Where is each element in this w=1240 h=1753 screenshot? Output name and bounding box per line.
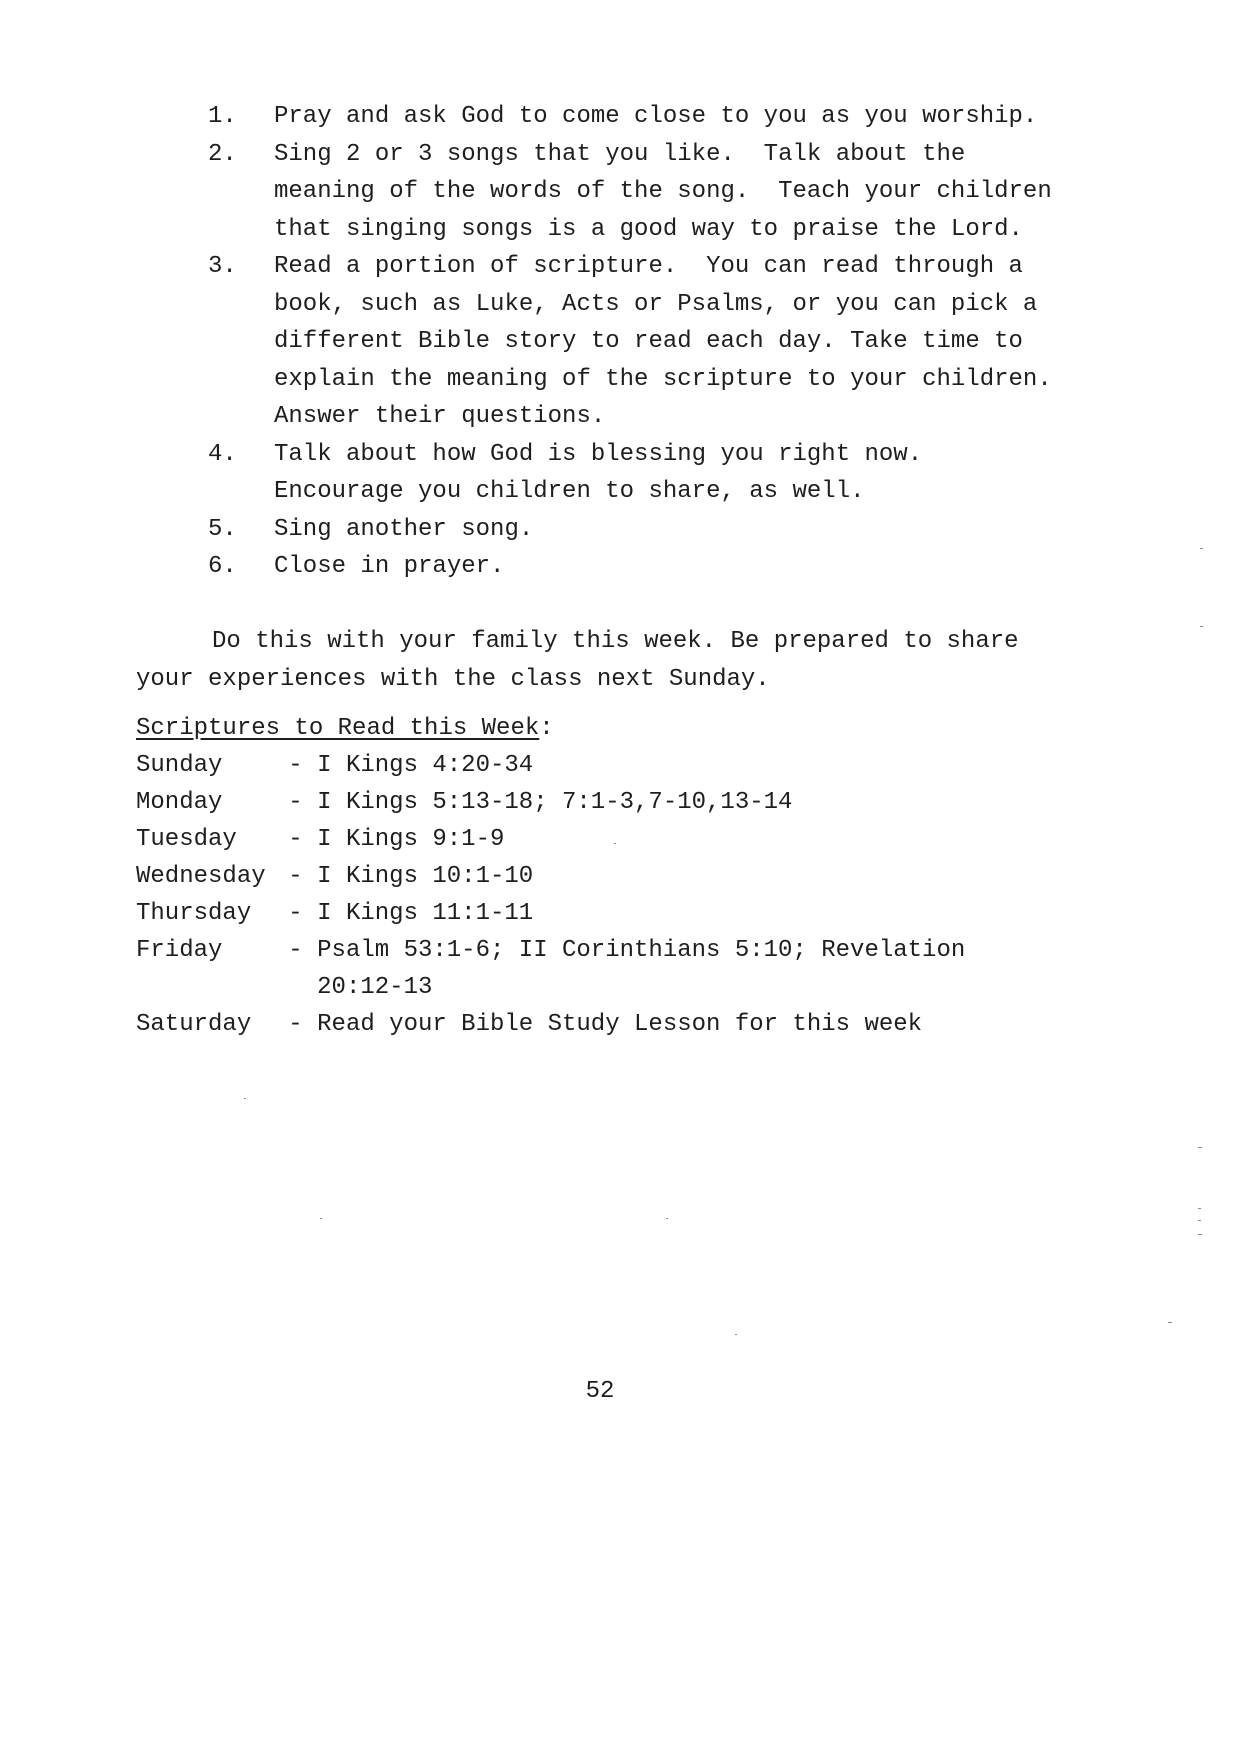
reference-cell: I Kings 10:1-10	[317, 863, 534, 890]
scan-speck	[244, 1098, 246, 1099]
table-row	[136, 1006, 1096, 1043]
list-item	[208, 136, 1067, 249]
scan-speck	[1200, 626, 1203, 627]
dash-cell: -	[288, 1011, 303, 1038]
list-item-text: Read a portion of scripture. You can read through a book, such as Luke, Acts or Psalms, or you can pick a different Bible story to read each day. Take time to explain the meaning of the scripture to your children. Answer their questions.	[274, 253, 1081, 430]
list-item-text: Sing 2 or 3 songs that you like. Talk about the meaning of the words of the song. Teach your children that singing songs is a good way to praise the Lord.	[274, 140, 1067, 243]
day-cell: Thursday	[136, 900, 252, 927]
day-cell: Saturday	[136, 1011, 252, 1038]
list-item	[208, 98, 1108, 136]
table-row	[136, 932, 1096, 1006]
reference-cell: I Kings 11:1-11	[317, 900, 534, 927]
scan-speck	[1198, 1208, 1201, 1209]
list-item	[208, 548, 1108, 586]
dash-cell: -	[288, 900, 303, 927]
table-row	[136, 784, 1096, 821]
list-item-text: Sing another song.	[274, 515, 534, 543]
table-row	[136, 858, 1096, 895]
list-item	[208, 436, 1034, 511]
day-cell: Sunday	[136, 752, 223, 779]
scan-speck	[735, 1334, 737, 1335]
dash-cell: -	[288, 789, 303, 816]
table-row	[136, 747, 1096, 784]
list-item-number: 3.	[208, 253, 237, 280]
list-item	[208, 248, 1081, 436]
list-item-number: 2.	[208, 140, 237, 168]
list-item	[208, 511, 1108, 549]
dash-cell: -	[288, 752, 303, 779]
scan-speck	[1200, 548, 1203, 549]
reading-schedule-table	[136, 747, 1096, 1043]
day-cell: Monday	[136, 789, 223, 816]
list-item-number: 1.	[208, 103, 237, 130]
day-cell: Tuesday	[136, 826, 237, 853]
scan-speck	[614, 843, 616, 844]
page-number: 52	[585, 1378, 615, 1405]
list-item-text: Talk about how God is blessing you right now. Encourage you children to share, as well.	[274, 440, 937, 505]
list-item-number: 5.	[208, 515, 237, 543]
dash-cell: -	[288, 826, 303, 853]
worship-steps-list	[208, 98, 1108, 586]
reference-cell: I Kings 9:1-9	[317, 826, 505, 853]
table-row	[136, 821, 1096, 858]
scan-speck	[1168, 1322, 1172, 1323]
list-item-number: 4.	[208, 440, 237, 468]
list-item-text: Close in prayer.	[274, 553, 505, 580]
scan-speck	[1198, 1220, 1201, 1221]
closing-paragraph: Do this with your family this week. Be prepared to share your experiences with the class next Sunday.	[136, 628, 1019, 693]
scan-speck	[320, 1218, 322, 1219]
reference-cell: I Kings 5:13-18; 7:1-3,7-10,13-14	[317, 789, 793, 816]
list-item-text: Pray and ask God to come close to you as you worship.	[274, 103, 1038, 130]
scan-speck	[1198, 1234, 1202, 1235]
schedule-heading-colon: :	[539, 715, 554, 742]
reference-cell: Psalm 53:1-6; II Corinthians 5:10; Revelation 20:12-13	[317, 937, 966, 1001]
dash-cell: -	[288, 863, 303, 890]
scan-speck	[1198, 1147, 1202, 1148]
scan-speck	[666, 1218, 668, 1219]
reference-cell: I Kings 4:20-34	[317, 752, 534, 779]
reference-cell: Read your Bible Study Lesson for this week	[317, 1011, 923, 1038]
day-cell: Wednesday	[136, 863, 266, 890]
schedule-heading-text: Scriptures to Read this Week	[136, 715, 540, 742]
list-item-number: 6.	[208, 553, 237, 580]
table-row	[136, 895, 1096, 932]
day-cell: Friday	[136, 937, 223, 964]
schedule-heading	[136, 710, 554, 748]
dash-cell: -	[288, 937, 303, 964]
